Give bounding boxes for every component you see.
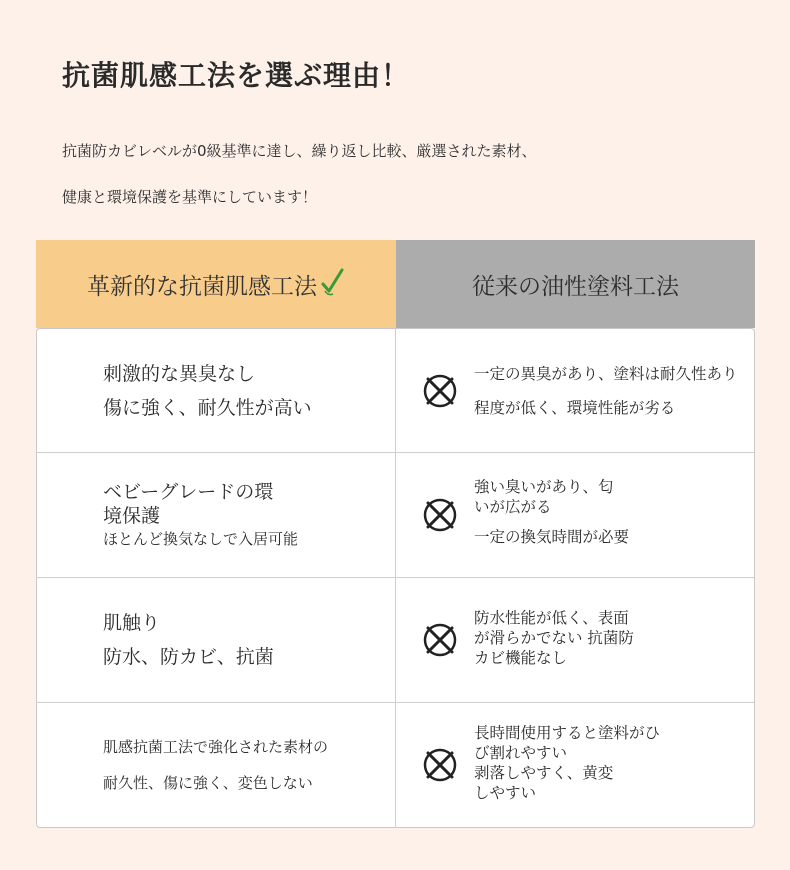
comparison-table xyxy=(36,240,755,828)
table-row xyxy=(37,452,754,577)
cell-text: 防水、防カビ、抗菌 xyxy=(103,646,274,668)
table-header xyxy=(36,240,755,328)
cell-text: いが広がる xyxy=(474,498,552,516)
old-method-text xyxy=(474,357,738,425)
cell-text: 一定の換気時間が必要 xyxy=(474,528,630,546)
old-method-cell xyxy=(396,703,754,827)
old-method-cell xyxy=(396,453,754,577)
cell-text: 耐久性、傷に強く、変色しない xyxy=(103,774,313,792)
cell-text: カビ機能なし xyxy=(474,649,568,667)
table-row xyxy=(37,702,754,827)
old-method-cell xyxy=(396,578,754,702)
description-line: 健康と環境保護を基準にしています！ xyxy=(62,188,318,206)
new-method-cell xyxy=(37,453,396,577)
cell-text: 刺激的な異臭なし xyxy=(103,362,256,385)
cell-text: ベビーグレードの環 xyxy=(103,481,274,503)
table-row xyxy=(37,329,754,452)
cell-text: 傷に強く、耐久性が高い xyxy=(103,396,312,419)
new-method-cell xyxy=(37,578,396,702)
table-body xyxy=(36,328,755,828)
cell-text: 程度が低く、環境性能が劣る xyxy=(474,399,676,417)
cell-text: 防水性能が低く、表面 xyxy=(474,609,629,627)
old-method-cell xyxy=(396,329,754,452)
check-pen-icon xyxy=(319,267,345,297)
cell-text: 一定の異臭があり、塗料は耐久性あり xyxy=(474,365,738,383)
cross-circle-icon xyxy=(422,622,458,658)
cell-text: 剥落しやすく、黄変 xyxy=(474,764,614,782)
header-new-method xyxy=(36,240,396,328)
cell-text: 境保護 xyxy=(103,505,161,527)
old-method-text xyxy=(474,608,634,668)
cell-text: が滑らかでない 抗菌防 xyxy=(474,629,634,647)
cross-circle-icon xyxy=(422,747,458,783)
new-method-cell xyxy=(37,329,396,452)
cross-circle-icon xyxy=(422,373,458,409)
header-old-method: 従来の油性塗料工法 xyxy=(396,240,755,328)
description-line: 抗菌防カビレベルが0級基準に達し、繰り返し比較、厳選された素材、 xyxy=(62,142,537,160)
page-title: 抗菌肌感工法を選ぶ理由！ xyxy=(62,59,411,92)
cell-text: ほとんど換気なしで入居可能 xyxy=(103,530,299,548)
cell-text: しやすい xyxy=(474,784,537,802)
cell-text: 強い臭いがあり、匂 xyxy=(474,478,614,496)
cross-circle-icon xyxy=(422,497,458,533)
cell-text: 肌触り xyxy=(103,612,161,634)
cell-text: び割れやすい xyxy=(474,744,568,762)
cell-text: 長時間使用すると塗料がひ xyxy=(474,724,661,742)
header-new-method-label: 革新的な抗菌肌感工法 xyxy=(87,273,317,300)
old-method-text xyxy=(474,477,629,547)
description xyxy=(62,128,537,220)
table-row xyxy=(37,577,754,702)
new-method-cell xyxy=(37,703,396,827)
old-method-text xyxy=(474,723,660,803)
cell-text: 肌感抗菌工法で強化された素材の xyxy=(103,738,329,756)
